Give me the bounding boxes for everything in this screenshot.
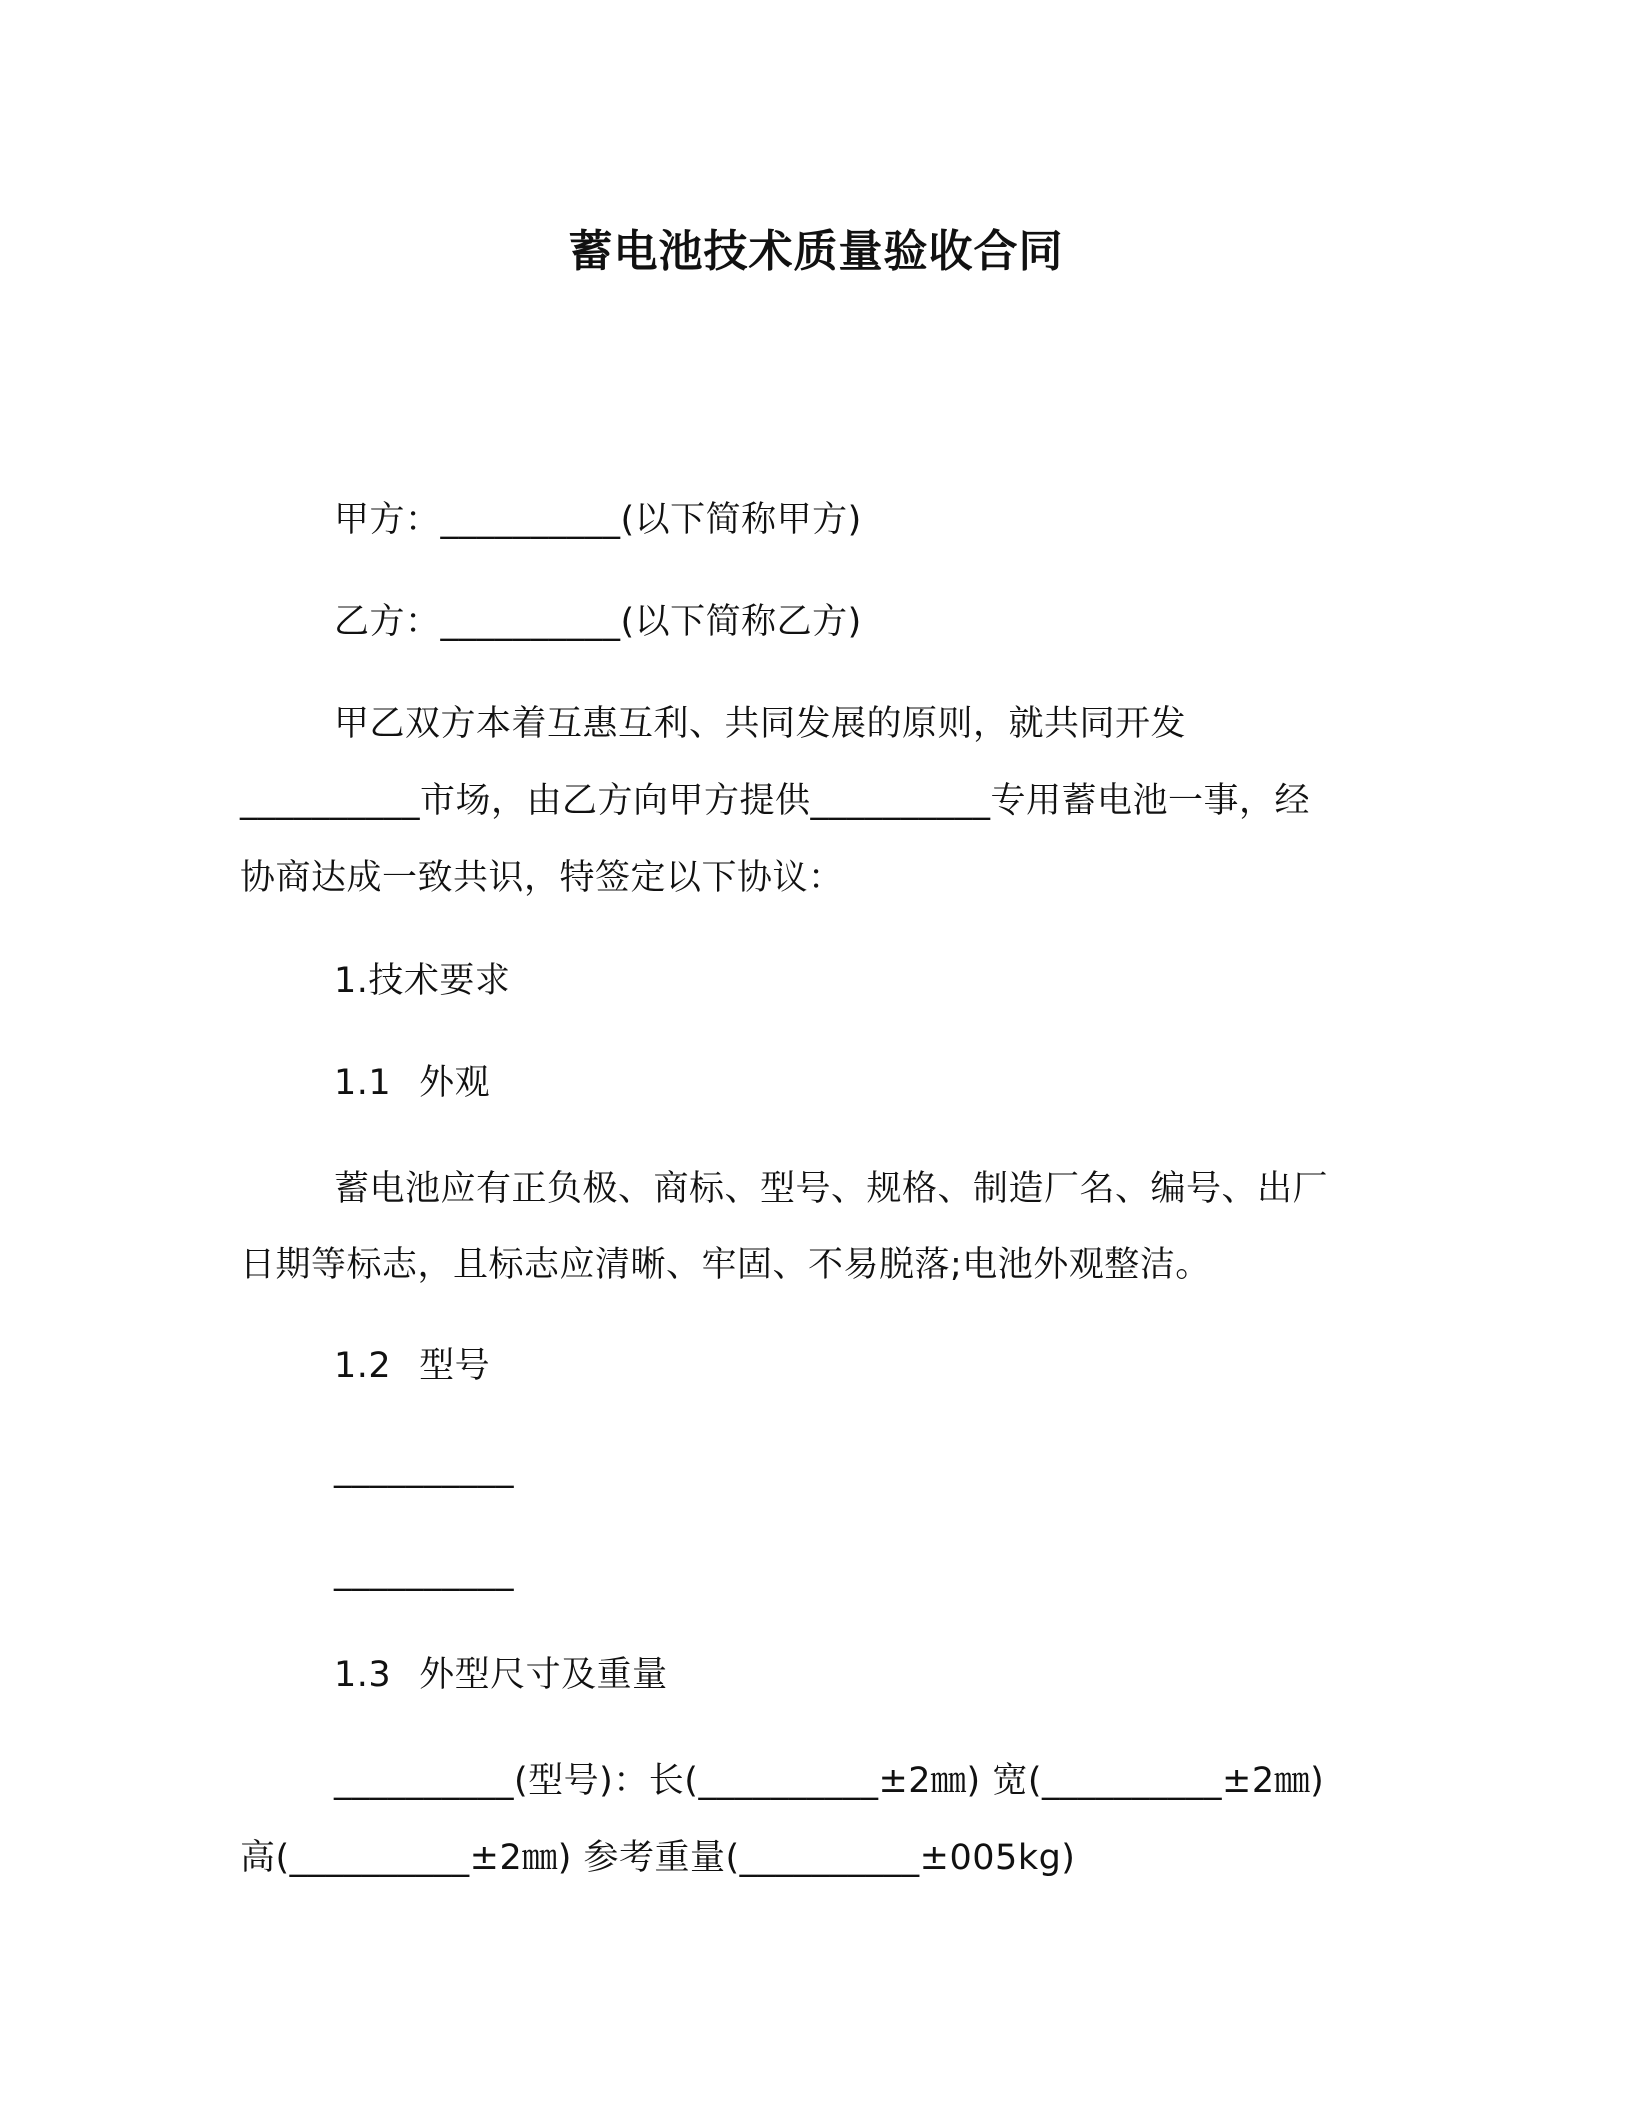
intro-line-1: 甲乙双方本着互惠互利、共同发展的原则，就共同开发 — [334, 704, 1187, 744]
subsection-number: 1.2 — [334, 1346, 392, 1386]
dimensions-line-1: __________(型号)：长(__________±2㎜) 宽(__________±2㎜) — [334, 1761, 1325, 1801]
subsection-heading — [334, 1651, 668, 1699]
subsection-heading — [334, 1059, 490, 1107]
appearance-line-2: 日期等标志，且标志应清晰、牢固、不易脱落;电池外观整洁。 — [240, 1245, 1211, 1285]
subsection-number: 1.1 — [334, 1063, 392, 1103]
model-blank-line: __________ — [334, 1552, 514, 1592]
dimensions-line-2: 高(__________±2㎜) 参考重量(__________±005kg) — [240, 1838, 1076, 1878]
subsection-label: 外观 — [419, 1063, 491, 1103]
party-a-line: 甲方：__________(以下简称甲方) — [334, 500, 862, 540]
page-title: 蓄电池技术质量验收合同 — [568, 226, 1064, 277]
subsection-label: 外型尺寸及重量 — [419, 1655, 668, 1695]
model-blank-line: __________ — [334, 1449, 514, 1489]
intro-line-2: __________市场，由乙方向甲方提供__________专用蓄电池一事，经 — [240, 781, 1311, 821]
section-heading: 1.技术要求 — [334, 961, 511, 1001]
intro-line-3: 协商达成一致共识，特签定以下协议： — [240, 858, 844, 898]
subsection-number: 1.3 — [334, 1655, 392, 1695]
subsection-label: 型号 — [419, 1346, 491, 1386]
subsection-heading — [334, 1342, 490, 1390]
party-b-line: 乙方：__________(以下简称乙方) — [334, 602, 862, 642]
appearance-line-1: 蓄电池应有正负极、商标、型号、规格、制造厂名、编号、出厂 — [334, 1169, 1329, 1209]
